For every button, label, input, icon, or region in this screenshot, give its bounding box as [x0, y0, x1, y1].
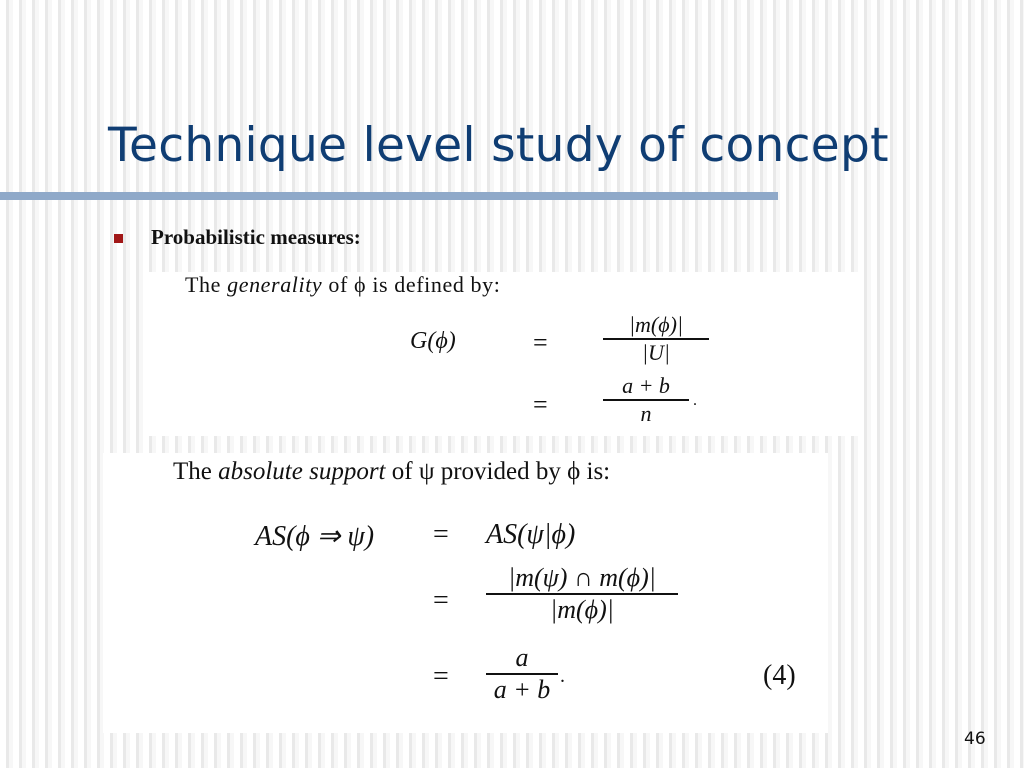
- period: .: [560, 665, 565, 687]
- equals-sign: =: [433, 661, 449, 692]
- equation-number: (4): [763, 660, 796, 691]
- generality-intro: The generality of ϕ is defined by:: [185, 272, 501, 297]
- equals-sign: =: [433, 585, 449, 616]
- bullet-square-icon: [114, 234, 123, 243]
- period: .: [693, 392, 697, 409]
- generality-lhs: G(ϕ): [410, 328, 456, 354]
- absolute-support-intro: The absolute support of ψ provided by ϕ is:: [173, 458, 611, 485]
- absolute-support-rhs: AS(ψ|ϕ): [486, 519, 576, 550]
- bullet-item: [114, 225, 361, 250]
- equals-sign: =: [533, 390, 548, 419]
- generality-fraction-1: |m(ϕ)| |U|: [603, 312, 709, 366]
- equals-sign: =: [533, 328, 548, 357]
- absolute-support-fraction-1: |m(ψ) ∩ m(ϕ)| |m(ϕ)|: [486, 563, 678, 625]
- equals-sign: =: [433, 519, 449, 550]
- slide-title: Technique level study of concept: [108, 118, 889, 173]
- bullet-text: Probabilistic measures:: [151, 225, 361, 249]
- generality-formula: [145, 272, 862, 436]
- generality-fraction-2: a + b n: [603, 373, 689, 427]
- page-number: 46: [964, 729, 986, 749]
- absolute-support-formula: [103, 453, 828, 733]
- absolute-support-lhs: AS(ϕ ⇒ ψ): [255, 521, 375, 552]
- title-underline: [0, 192, 778, 200]
- absolute-support-fraction-2: a a + b: [486, 643, 558, 705]
